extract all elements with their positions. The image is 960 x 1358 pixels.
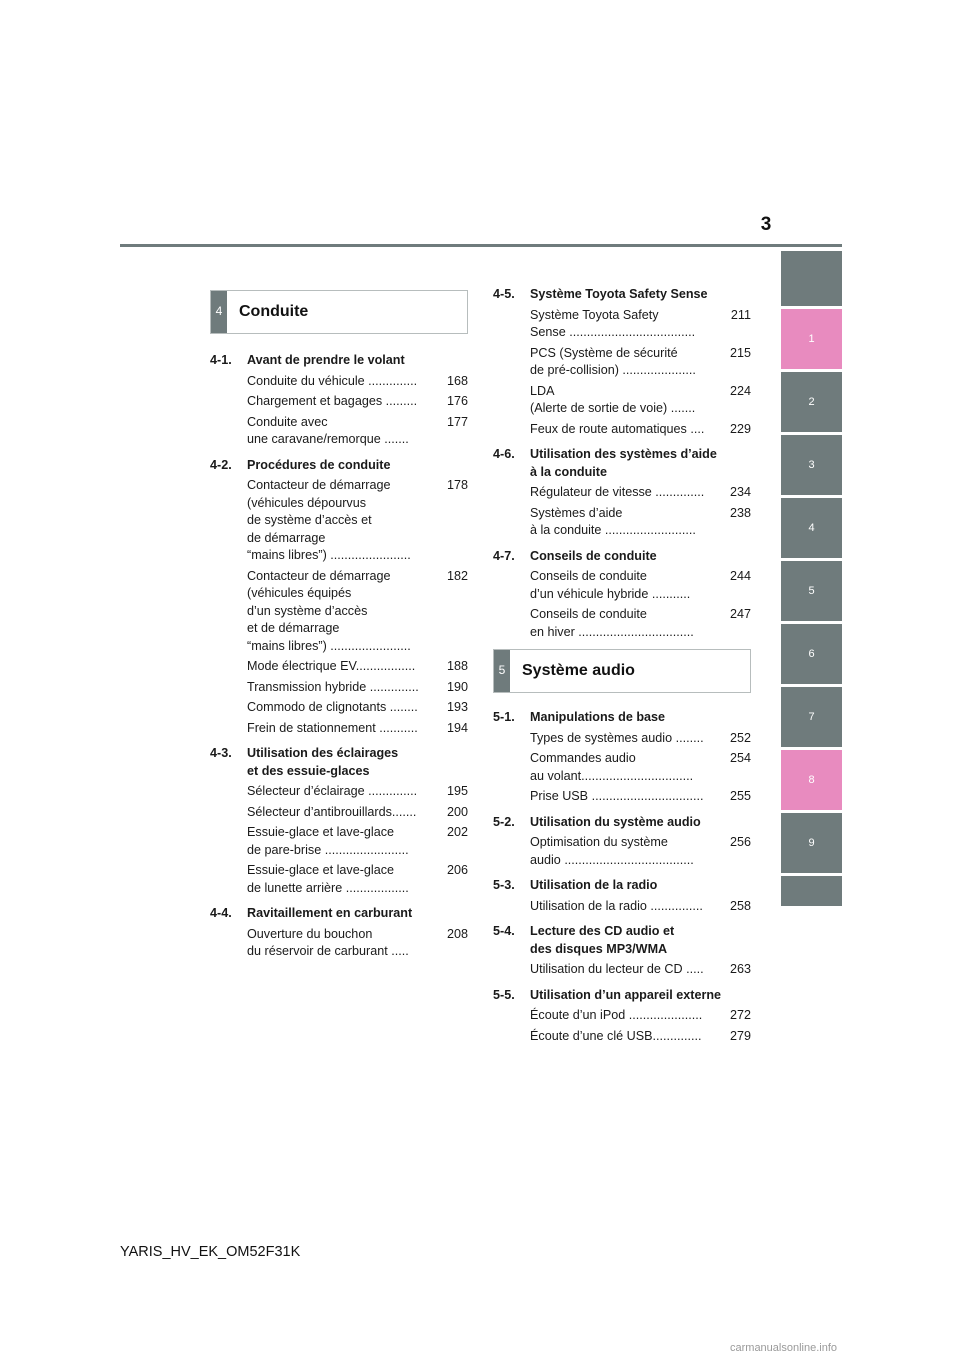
toc-section bbox=[493, 709, 751, 806]
chapter-tab-9[interactable]: 9 bbox=[781, 813, 842, 873]
toc-section bbox=[493, 446, 751, 540]
toc-section-title: Lecture des CD audio et des disques MP3/WMA bbox=[530, 924, 675, 956]
toc-entry-text: Essuie-glace et lave-glace de pare-brise ........................ bbox=[247, 825, 409, 857]
toc-section-code: 4-3. bbox=[210, 746, 232, 760]
toc-entry-page: 178 bbox=[446, 478, 468, 492]
toc-entry-page: 182 bbox=[446, 568, 468, 583]
toc-section-heading[interactable] bbox=[493, 446, 751, 481]
toc-entry[interactable] bbox=[210, 477, 468, 565]
toc-entry-page: 224 bbox=[729, 383, 751, 398]
toc-entry[interactable] bbox=[210, 862, 468, 897]
toc-entry-page: 202 bbox=[446, 825, 468, 839]
toc-entry-page: 188 bbox=[446, 659, 468, 673]
toc-entry-page: 177 bbox=[446, 414, 468, 429]
toc-entry[interactable] bbox=[493, 484, 751, 502]
toc-entry[interactable] bbox=[493, 898, 751, 916]
toc-section bbox=[493, 923, 751, 979]
toc-entry-text: Sélecteur d’éclairage .............. bbox=[247, 784, 418, 798]
chapter-tab-6[interactable]: 6 bbox=[781, 624, 842, 684]
chapter-tab-3[interactable]: 3 bbox=[781, 435, 842, 495]
toc-entry-text: Contacteur de démarrage (véhicules dépourvus de système d’accès et de démarrage “mains libres”) ....................... bbox=[247, 478, 411, 562]
toc-section-code: 5-3. bbox=[493, 878, 515, 892]
toc-entry-page: 244 bbox=[729, 569, 751, 583]
toc-entry[interactable] bbox=[493, 568, 751, 603]
toc-entry-text: Essuie-glace et lave-glace de lunette arrière .................. bbox=[247, 863, 409, 895]
toc-entry-text: Conduite du véhicule .............. bbox=[247, 373, 418, 388]
toc-entry-page: 206 bbox=[446, 863, 468, 877]
toc-entry[interactable] bbox=[493, 834, 751, 869]
toc-column-right bbox=[493, 286, 751, 1053]
toc-entry-text: Sélecteur d’antibrouillards....... bbox=[247, 804, 417, 819]
toc-section-heading[interactable] bbox=[493, 709, 751, 727]
toc-entry[interactable] bbox=[210, 699, 468, 717]
toc-section-code: 4-1. bbox=[210, 353, 232, 367]
toc-entry-text: Feux de route automatiques .... bbox=[530, 421, 705, 436]
toc-entry[interactable] bbox=[210, 393, 468, 411]
toc-section-title: Utilisation du système audio bbox=[530, 814, 701, 829]
toc-entry[interactable] bbox=[493, 421, 751, 439]
toc-entry[interactable] bbox=[493, 345, 751, 380]
toc-entry-text: Écoute d’une clé USB.............. bbox=[530, 1028, 702, 1043]
toc-section-heading[interactable] bbox=[210, 905, 468, 923]
toc-section-title: Utilisation d’un appareil externe bbox=[530, 987, 722, 1002]
toc-section-title: Système Toyota Safety Sense bbox=[530, 287, 708, 301]
toc-section-title: Ravitaillement en carburant bbox=[247, 906, 413, 920]
page-number: 3 bbox=[760, 214, 772, 235]
toc-entry-text: Ouverture du bouchon du réservoir de carburant ..... bbox=[247, 926, 409, 958]
toc-entry-page: 168 bbox=[446, 373, 468, 388]
toc-entry-page: 208 bbox=[446, 926, 468, 941]
toc-entry[interactable] bbox=[210, 824, 468, 859]
toc-section-heading[interactable] bbox=[493, 987, 751, 1005]
toc-section bbox=[493, 877, 751, 915]
toc-column-left bbox=[210, 290, 468, 969]
toc-entry-page: 263 bbox=[729, 962, 751, 976]
toc-entry-text: LDA (Alerte de sortie de voie) ....... bbox=[530, 383, 696, 415]
toc-section-heading[interactable] bbox=[493, 286, 751, 304]
chapter-title-4: Conduite bbox=[239, 303, 309, 321]
toc-section-code: 5-2. bbox=[493, 814, 515, 829]
toc-section-title: Manipulations de base bbox=[530, 710, 666, 724]
footer-document-code: YARIS_HV_EK_OM52F31K bbox=[120, 1244, 301, 1260]
toc-entry[interactable] bbox=[210, 414, 468, 449]
toc-entry[interactable] bbox=[493, 307, 751, 342]
toc-entry[interactable] bbox=[210, 568, 468, 656]
chapter-tab-4[interactable]: 4 bbox=[781, 498, 842, 558]
toc-entry-text: Régulateur de vitesse .............. bbox=[530, 485, 705, 499]
chapter-tab-8[interactable]: 8 bbox=[781, 750, 842, 810]
toc-entry-text: Chargement et bagages ......... bbox=[247, 394, 418, 408]
toc-entry[interactable] bbox=[210, 679, 468, 697]
toc-entry-page: 194 bbox=[446, 720, 468, 735]
toc-entry[interactable] bbox=[493, 1007, 751, 1025]
toc-section bbox=[493, 814, 751, 870]
toc-entry-page: 256 bbox=[729, 835, 751, 849]
toc-section bbox=[210, 457, 468, 738]
toc-entry[interactable] bbox=[493, 788, 751, 806]
toc-entry-page: 238 bbox=[729, 505, 751, 520]
toc-section-title: Procédures de conduite bbox=[247, 457, 391, 472]
toc-section bbox=[210, 905, 468, 961]
toc-section bbox=[210, 352, 468, 449]
toc-entry-page: 272 bbox=[729, 1008, 751, 1022]
toc-entry-page: 190 bbox=[446, 679, 468, 694]
toc-entry-page: 211 bbox=[730, 307, 751, 322]
toc-section-code: 4-6. bbox=[493, 447, 515, 461]
toc-entry-page: 247 bbox=[729, 607, 751, 621]
toc-entry[interactable] bbox=[210, 658, 468, 676]
toc-section bbox=[210, 745, 468, 897]
toc-entry-text: Conseils de conduite d’un véhicule hybride ........... bbox=[530, 569, 691, 601]
toc-entry-text: Commodo de clignotants ........ bbox=[247, 700, 418, 714]
chapter-4-sections-continued bbox=[493, 286, 751, 641]
toc-entry-page: 215 bbox=[729, 345, 751, 360]
chapter-tab-2[interactable]: 2 bbox=[781, 372, 842, 432]
toc-entry-page: 229 bbox=[729, 421, 751, 436]
toc-entry-page: 200 bbox=[446, 804, 468, 819]
toc-entry-page: 279 bbox=[729, 1028, 751, 1043]
toc-entry-text: Contacteur de démarrage (véhicules équipés d’un système d’accès et de démarrage “mains libres”) ....................... bbox=[247, 568, 411, 653]
toc-entry-text: Prise USB ................................ bbox=[530, 789, 704, 803]
toc-section-title: Avant de prendre le volant bbox=[247, 353, 405, 367]
toc-section-title: Utilisation de la radio bbox=[530, 878, 658, 892]
toc-entry-text: Conduite avec une caravane/remorque ....... bbox=[247, 414, 409, 446]
chapter-tab-blank[interactable] bbox=[781, 876, 842, 906]
toc-section-code: 4-5. bbox=[493, 287, 515, 301]
toc-entry-page: 255 bbox=[729, 789, 751, 803]
toc-section-code: 4-2. bbox=[210, 457, 232, 472]
toc-entry-text: Frein de stationnement ........... bbox=[247, 720, 418, 735]
toc-entry-text: Mode électrique EV................. bbox=[247, 659, 416, 673]
toc-section-code: 5-5. bbox=[493, 987, 515, 1002]
toc-entry-page: 234 bbox=[729, 485, 751, 499]
toc-section-code: 4-7. bbox=[493, 548, 515, 563]
toc-entry-text: Conseils de conduite en hiver ................................. bbox=[530, 607, 694, 639]
toc-entry[interactable] bbox=[493, 750, 751, 785]
chapter-header-5[interactable] bbox=[493, 649, 751, 693]
top-rule bbox=[120, 244, 842, 247]
toc-entry[interactable] bbox=[210, 373, 468, 391]
toc-section-title: Utilisation des systèmes d’aide à la conduite bbox=[530, 447, 717, 479]
toc-entry-text: Commandes audio au volant................................ bbox=[530, 751, 694, 783]
toc-section-code: 5-4. bbox=[493, 924, 515, 938]
toc-entry-text: Optimisation du système audio ..................................... bbox=[530, 835, 694, 867]
toc-entry[interactable] bbox=[493, 730, 751, 748]
toc-section-title: Conseils de conduite bbox=[530, 548, 657, 563]
toc-entry-page: 254 bbox=[729, 751, 751, 765]
toc-entry-page: 195 bbox=[446, 784, 468, 798]
toc-entry-text: Utilisation du lecteur de CD ..... bbox=[530, 962, 704, 976]
toc-section-heading[interactable] bbox=[493, 548, 751, 566]
toc-section bbox=[493, 987, 751, 1046]
toc-entry-text: Systèmes d’aide à la conduite .......................... bbox=[530, 505, 696, 537]
toc-section-code: 4-4. bbox=[210, 906, 232, 920]
chapter-number-5: 5 bbox=[494, 650, 510, 692]
toc-entry-page: 258 bbox=[729, 898, 751, 913]
toc-entry-text: Transmission hybride .............. bbox=[247, 679, 419, 694]
chapter-tab-1[interactable]: 1 bbox=[781, 309, 842, 369]
toc-section bbox=[493, 286, 751, 438]
toc-entry[interactable] bbox=[210, 926, 468, 961]
chapter-header-4[interactable] bbox=[210, 290, 468, 334]
chapter-5-sections bbox=[493, 709, 751, 1045]
chapter-tab-7[interactable]: 7 bbox=[781, 687, 842, 747]
toc-section-heading[interactable] bbox=[210, 745, 468, 780]
toc-entry[interactable] bbox=[493, 505, 751, 540]
toc-section-heading[interactable] bbox=[210, 352, 468, 370]
toc-entry-text: Types de systèmes audio ........ bbox=[530, 730, 704, 745]
toc-section-heading[interactable] bbox=[210, 457, 468, 475]
chapter-title-5: Système audio bbox=[522, 662, 635, 680]
toc-entry[interactable] bbox=[493, 1028, 751, 1046]
chapter-4-sections bbox=[210, 352, 468, 961]
toc-entry-text: Système Toyota Safety Sense .................................... bbox=[530, 307, 696, 339]
chapter-number-4: 4 bbox=[211, 291, 227, 333]
toc-section-title: Utilisation des éclairages et des essuie-glaces bbox=[247, 746, 399, 778]
toc-entry[interactable] bbox=[210, 720, 468, 738]
toc-entry[interactable] bbox=[493, 606, 751, 641]
toc-entry-page: 252 bbox=[729, 730, 751, 745]
toc-section-heading[interactable] bbox=[493, 877, 751, 895]
toc-entry[interactable] bbox=[493, 961, 751, 979]
toc-entry-page: 193 bbox=[446, 700, 468, 714]
toc-entry[interactable] bbox=[210, 804, 468, 822]
toc-section-heading[interactable] bbox=[493, 923, 751, 958]
toc-entry-text: Utilisation de la radio ............... bbox=[530, 898, 703, 913]
toc-entry-page: 176 bbox=[446, 394, 468, 408]
toc-entry-text: Écoute d’un iPod ..................... bbox=[530, 1008, 703, 1022]
toc-entry[interactable] bbox=[493, 383, 751, 418]
chapter-tab-blank[interactable] bbox=[781, 251, 842, 306]
chapter-tab-5[interactable]: 5 bbox=[781, 561, 842, 621]
toc-section-heading[interactable] bbox=[493, 814, 751, 832]
toc-entry-text: PCS (Système de sécurité de pré-collision) ..................... bbox=[530, 345, 696, 377]
toc-entry[interactable] bbox=[210, 783, 468, 801]
toc-section-code: 5-1. bbox=[493, 710, 515, 724]
toc-section bbox=[493, 548, 751, 642]
watermark: carmanualsonline.info bbox=[730, 1342, 838, 1354]
